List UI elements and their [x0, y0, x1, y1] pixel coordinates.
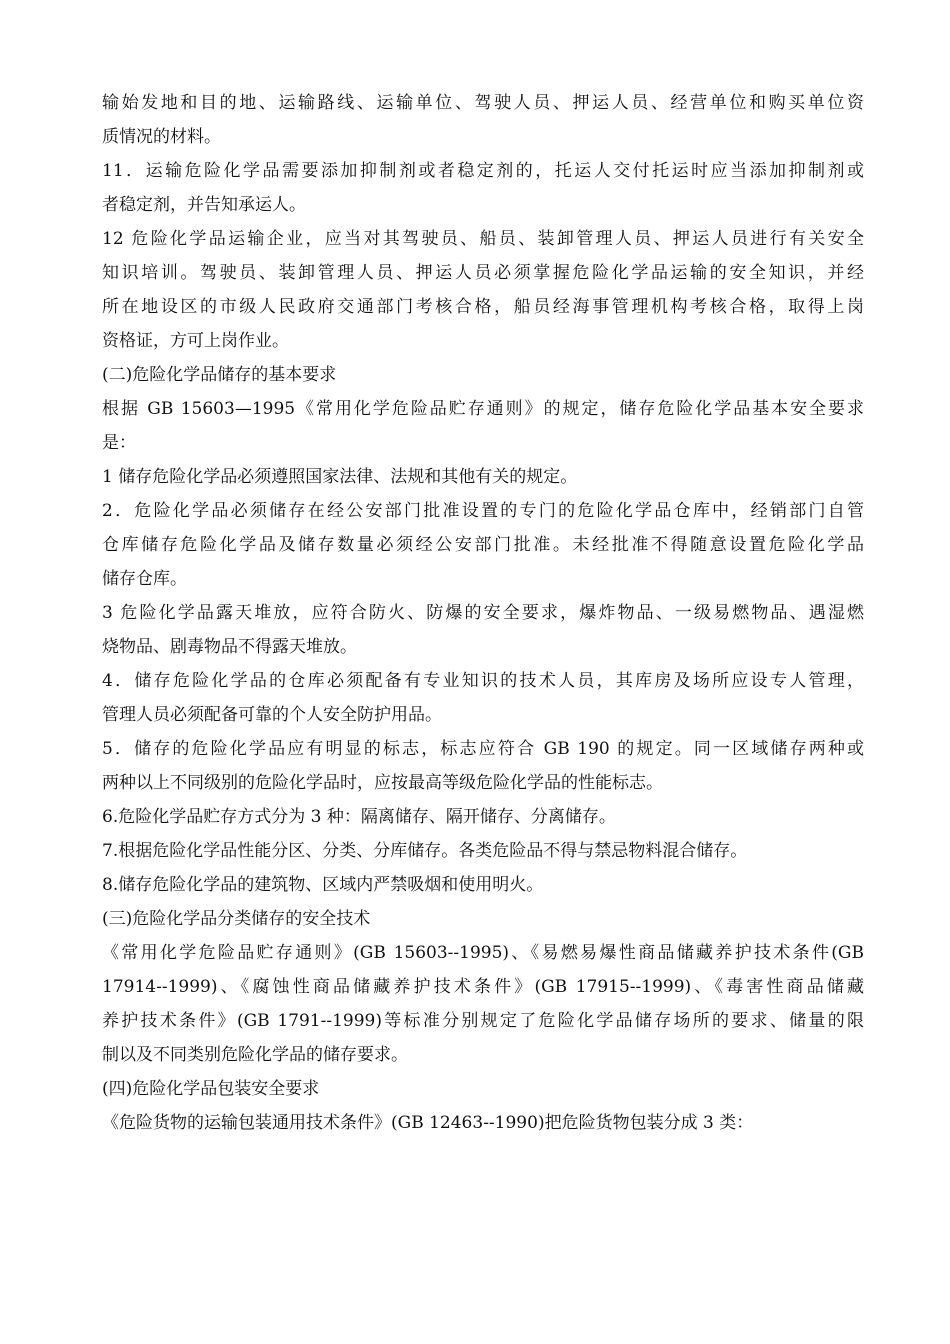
text-line: 是： [102, 433, 136, 453]
text-line: 7.根据危险化学品性能分区、分类、分库储存。各类危险品不得与禁忌物料混合储存。 [102, 841, 748, 861]
section-heading: (三)危险化学品分类储存的安全技术 [102, 909, 371, 929]
text-line: 储存仓库。 [102, 569, 187, 589]
text-line: 知识培训。驾驶员、装卸管理人员、押运人员必须掌握危险化学品运输的安全知识，并经 [102, 263, 864, 283]
text-line: 6.危险化学品贮存方式分为 3 种：隔离储存、隔开储存、分离储存。 [102, 807, 616, 827]
text-line: 质情况的材料。 [102, 127, 221, 147]
text-line: 制以及不同类别危险化学品的储存要求。 [102, 1045, 408, 1065]
text-line: 者稳定剂，并告知承运人。 [102, 195, 306, 215]
text-line: 《常用化学危险品贮存通则》(GB 15603--1995)、《易燃易爆性商品储藏养护技术条件(GB [102, 943, 864, 963]
text-line: 根据 GB 15603—1995《常用化学危险品贮存通则》的规定，储存危险化学品基本安全要求 [102, 399, 864, 419]
text-line: 养护技术条件》(GB 1791--1999)等标准分别规定了危险化学品储存场所的要求、储量的限 [102, 1011, 864, 1031]
text-line: 烧物品、剧毒物品不得露天堆放。 [102, 637, 357, 657]
text-line: 资格证，方可上岗作业。 [102, 331, 289, 351]
text-line: 17914--1999)、《腐蚀性商品储藏养护技术条件》(GB 17915--1999)、《毒害性商品储藏 [102, 977, 864, 997]
text-line: 输始发地和目的地、运输路线、运输单位、驾驶人员、押运人员、经营单位和购买单位资 [102, 93, 864, 113]
text-line: 4．储存危险化学品的仓库必须配备有专业知识的技术人员，其库房及场所应设专人管理， [102, 671, 864, 691]
text-line: 11．运输危险化学品需要添加抑制剂或者稳定剂的，托运人交付托运时应当添加抑制剂或 [102, 161, 864, 181]
text-line: 《危险货物的运输包装通用技术条件》(GB 12463--1990)把危险货物包装分成 3 类： [102, 1113, 754, 1133]
text-line: 8.储存危险化学品的建筑物、区域内严禁吸烟和使用明火。 [102, 875, 544, 895]
section-heading: (四)危险化学品包装安全要求 [102, 1079, 320, 1099]
text-line: 仓库储存危险化学品及储存数量必须经公安部门批准。未经批准不得随意设置危险化学品 [102, 535, 864, 555]
text-line: 2．危险化学品必须储存在经公安部门批准设置的专门的危险化学品仓库中，经销部门自管 [102, 501, 864, 521]
text-line: 所在地设区的市级人民政府交通部门考核合格，船员经海事管理机构考核合格，取得上岗 [102, 297, 864, 317]
text-line: 1 储存危险化学品必须遵照国家法律、法规和其他有关的规定。 [102, 467, 578, 487]
text-line: 管理人员必须配备可靠的个人安全防护用品。 [102, 705, 442, 725]
text-line: 12 危险化学品运输企业，应当对其驾驶员、船员、装卸管理人员、押运人员进行有关安全 [102, 229, 864, 249]
text-line: 5．储存的危险化学品应有明显的标志，标志应符合 GB 190 的规定。同一区域储存两种或 [102, 739, 864, 759]
section-heading: (二)危险化学品储存的基本要求 [102, 365, 337, 385]
text-line: 3 危险化学品露天堆放，应符合防火、防爆的安全要求，爆炸物品、一级易燃物品、遇湿燃 [102, 603, 864, 623]
document-body [102, 86, 864, 1140]
text-line: 两种以上不同级别的危险化学品时，应按最高等级危险化学品的性能标志。 [102, 773, 663, 793]
